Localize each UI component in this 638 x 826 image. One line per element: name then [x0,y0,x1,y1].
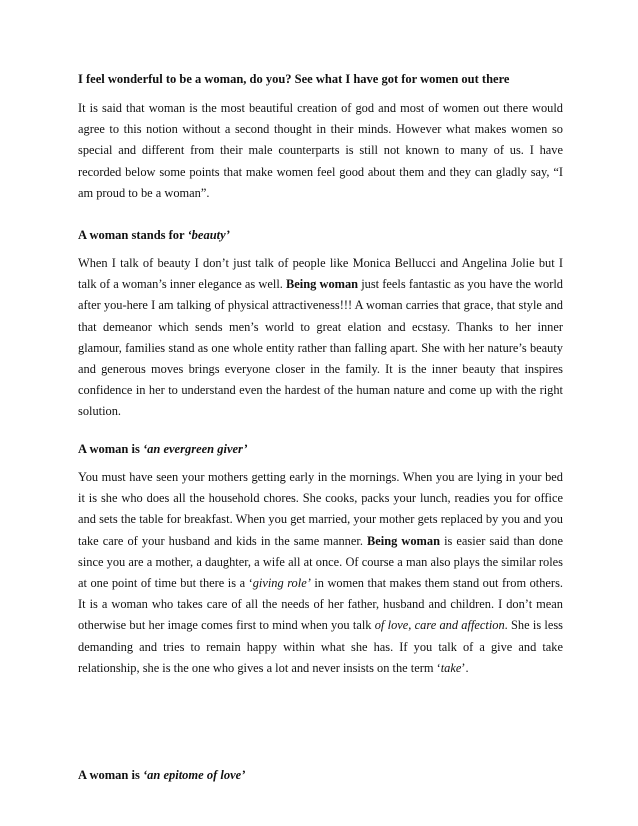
paragraph-text: in women that makes them stand out from others. It is a woman who takes care of all the needs of her father, husband and children. I don’t mean otherwise but her image comes first to mind when you talk [78,576,563,633]
heading-text: A woman is [78,768,143,782]
paragraph-text: is easier said than done since you are a mother, a daughter, a wife all at once. Of course a man also plays the similar roles at one point of time but there is a ‘ [78,533,563,591]
heading-emphasis: ‘beauty’ [187,228,230,242]
bold-keyword: Being woman [286,277,359,292]
italic-phrase: take [440,660,462,675]
giver-paragraph [78,467,563,679]
section-heading-giver [78,442,248,457]
paragraph-text: just feels fantastic as you have the world after you-here I am talking of physical attractiveness!!! A woman carries that grace, that style and that demeanor which sends men’s world to great elation and ecstasy. Thanks to her inner glamour, families stand as one whole entity rather than falling apart. She with her nature’s beauty and generous moves brings everyone closer in the family. It is the inner beauty that inspires confidence in her to understand even the hardest of the human nature and come up with the right solution. [78,277,563,419]
paragraph-text: When I talk of beauty I don’t just talk of people like Monica Bellucci and Angelina Jolie but I talk of a woman’s inner elegance as well. [78,256,563,292]
beauty-paragraph [78,253,563,423]
paragraph-text: ’. [461,660,469,675]
heading-emphasis: ‘an epitome of love’ [142,768,246,782]
heading-text: A woman is [78,442,143,456]
section-heading-love [78,768,245,783]
paragraph-text: . She is less demanding and tries to remain happy within what she has. If you talk of a give and take relationship, she is the one who gives a lot and never insists on the term ‘ [78,618,563,675]
bold-keyword: Being woman [367,533,440,548]
section-heading-beauty [78,228,230,243]
document-title: I feel wonderful to be a woman, do you? See what I have got for women out there [78,72,510,86]
italic-phrase: giving role’ [252,576,311,591]
intro-paragraph: It is said that woman is the most beautiful creation of god and most of women out there would agree to this notion without a second thought in their minds. However what makes women so special and different from their male counterparts is still not known to many of us. I have recorded below some points that make women feel good about them and they can gladly say, “I am proud to be a woman”. [78,101,563,200]
paragraph-text: You must have seen your mothers getting early in the mornings. When you are lying in your bed it is she who does all the household chores. She cooks, packs your lunch, readies you for office and sets the table for breakfast. When you get married, your mother gets replaced by you and you take care of your husband and kids in the same manner. [78,470,563,548]
heading-emphasis: ‘an evergreen giver’ [142,442,248,456]
italic-phrase: of love, care and affection [374,618,505,633]
heading-text: A woman stands for [78,228,188,242]
